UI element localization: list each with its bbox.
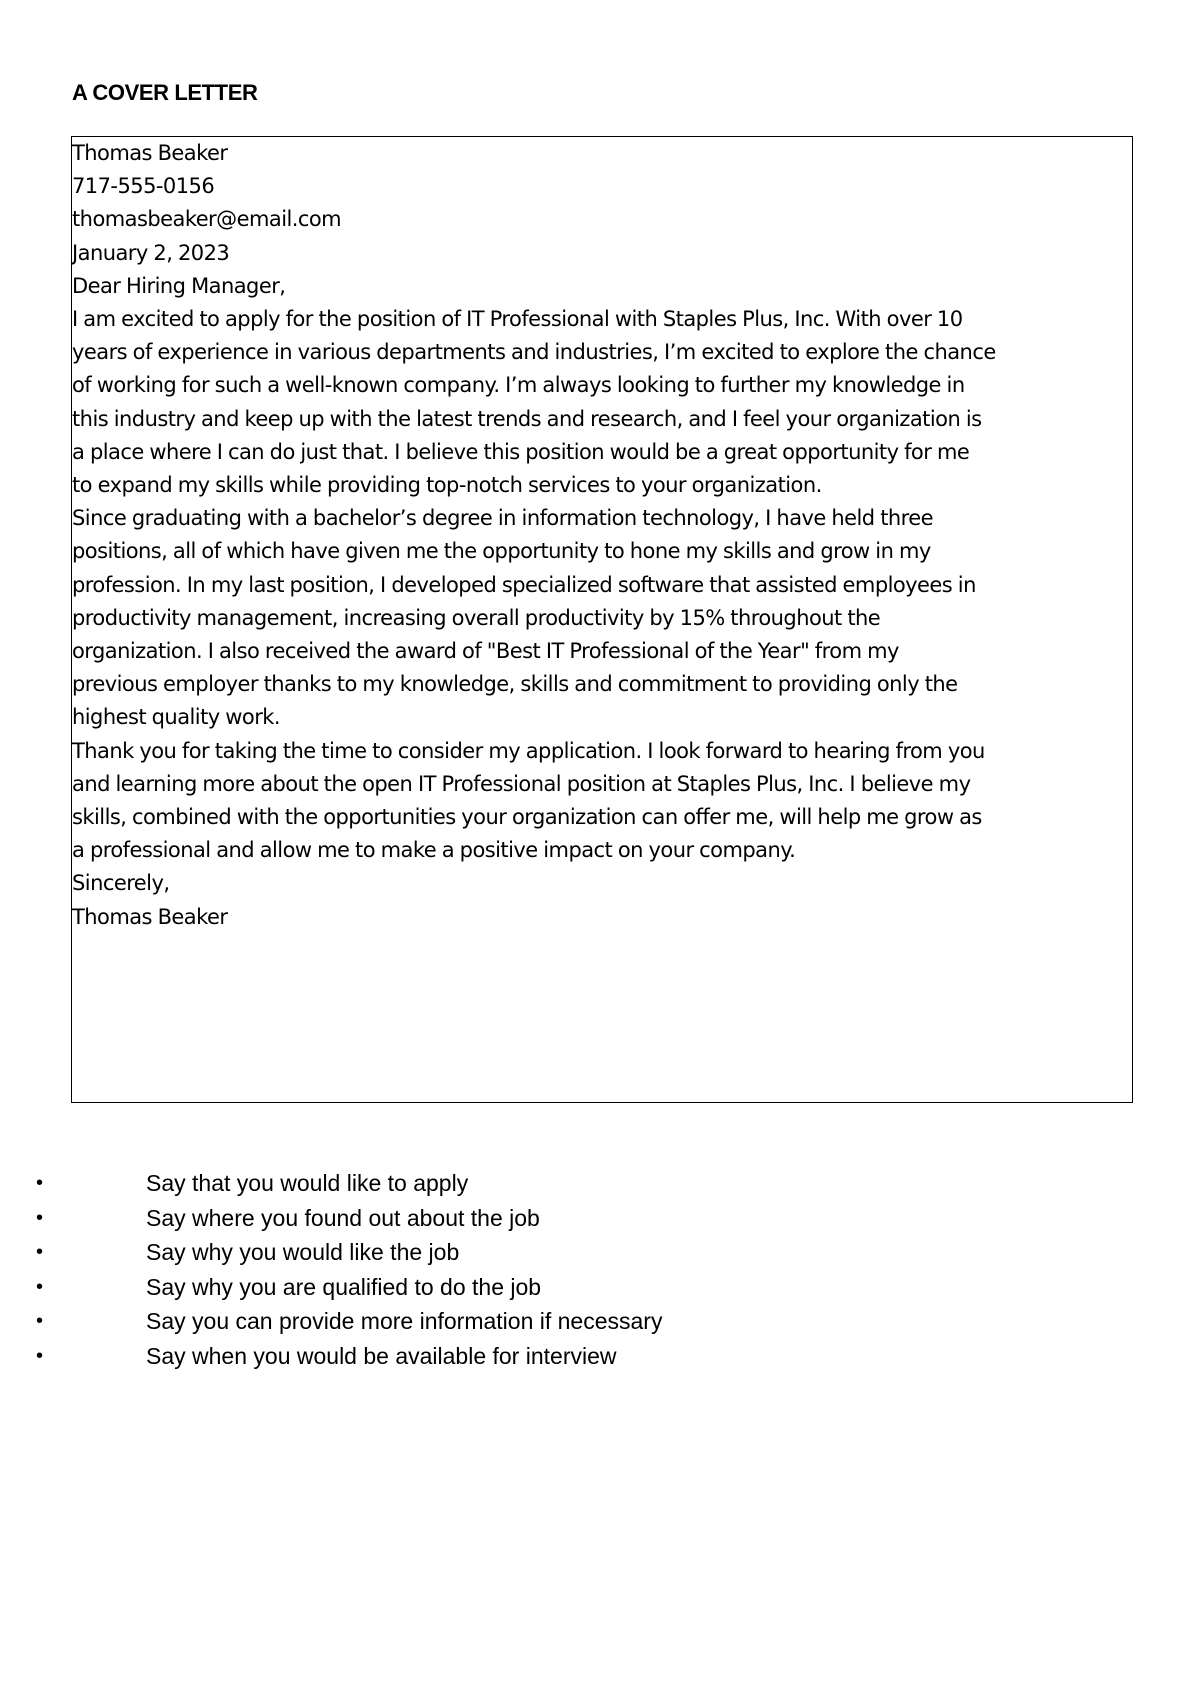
list-item: • Say that you would like to apply <box>30 1166 662 1201</box>
paragraph-line: this industry and keep up with the latest trends and research, and I feel your organization is <box>72 406 982 431</box>
list-item: • Say you can provide more information if necessary <box>30 1304 662 1339</box>
page-title: A COVER LETTER <box>72 80 258 105</box>
paragraph-line: I am excited to apply for the position of IT Professional with Staples Plus, Inc. With over 10 <box>72 307 963 332</box>
bullet-icon: • <box>36 1241 44 1264</box>
paragraph-line: of working for such a well-known company. I’m always looking to further my knowledge in <box>72 373 965 398</box>
sender-name: Thomas Beaker <box>72 141 228 165</box>
paragraph-line: previous employer thanks to my knowledge, skills and commitment to providing only the <box>72 672 958 697</box>
list-item: • Say why you are qualified to do the job <box>30 1270 662 1305</box>
bullet-icon: • <box>36 1344 44 1367</box>
paragraph-line: productivity management, increasing overall productivity by 15% throughout the <box>72 605 881 630</box>
letter-closing <box>72 867 1132 933</box>
paragraph-line: organization. I also received the award of "Best IT Professional of the Year" from my <box>72 639 899 664</box>
paragraph-line: a professional and allow me to make a positive impact on your company. <box>72 838 796 863</box>
cover-letter-box <box>71 136 1133 1103</box>
paragraph-line: a place where I can do just that. I believe this position would be a great opportunity for me <box>72 439 970 464</box>
paragraph-line: Since graduating with a bachelor’s degree in information technology, I have held three <box>72 506 934 531</box>
bullet-icon: • <box>36 1275 44 1298</box>
sender-email: thomasbeaker@email.com <box>72 207 342 232</box>
letter-greeting: Dear Hiring Manager, <box>72 273 286 298</box>
list-item: • Say why you would like the job <box>30 1235 662 1270</box>
paragraph-line: years of experience in various departments and industries, I’m excited to explore the chance <box>72 340 996 365</box>
paragraph-line: skills, combined with the opportunities your organization can offer me, will help me grow as <box>72 805 982 830</box>
tips-list <box>30 1166 662 1374</box>
paragraph-line: and learning more about the open IT Professional position at Staples Plus, Inc. I believe my <box>72 771 971 796</box>
paragraph-line: profession. In my last position, I developed specialized software that assisted employees in <box>72 572 976 597</box>
signature: Thomas Beaker <box>72 904 228 929</box>
letter-paragraph-3 <box>72 735 1132 868</box>
list-item: • Say where you found out about the job <box>30 1201 662 1236</box>
closing-word: Sincerely, <box>72 871 170 896</box>
paragraph-line: Thank you for taking the time to consider my application. I look forward to hearing from you <box>72 738 985 763</box>
bullet-icon: • <box>36 1172 44 1194</box>
letter-body <box>72 137 1132 934</box>
paragraph-line: to expand my skills while providing top-notch services to your organization. <box>72 473 822 498</box>
bullet-icon: • <box>36 1310 44 1333</box>
paragraph-line: positions, all of which have given me the opportunity to hone my skills and grow in my <box>72 539 931 564</box>
sender-phone: 717-555-0156 <box>72 174 215 199</box>
bullet-icon: • <box>36 1206 44 1229</box>
letter-paragraph-1 <box>72 303 1132 502</box>
paragraph-line: highest quality work. <box>72 705 281 730</box>
letter-paragraph-2 <box>72 502 1132 734</box>
letter-date: January 2, 2023 <box>72 240 230 265</box>
list-item: • Say when you would be available for interview <box>30 1339 662 1374</box>
contact-block <box>72 137 1132 237</box>
